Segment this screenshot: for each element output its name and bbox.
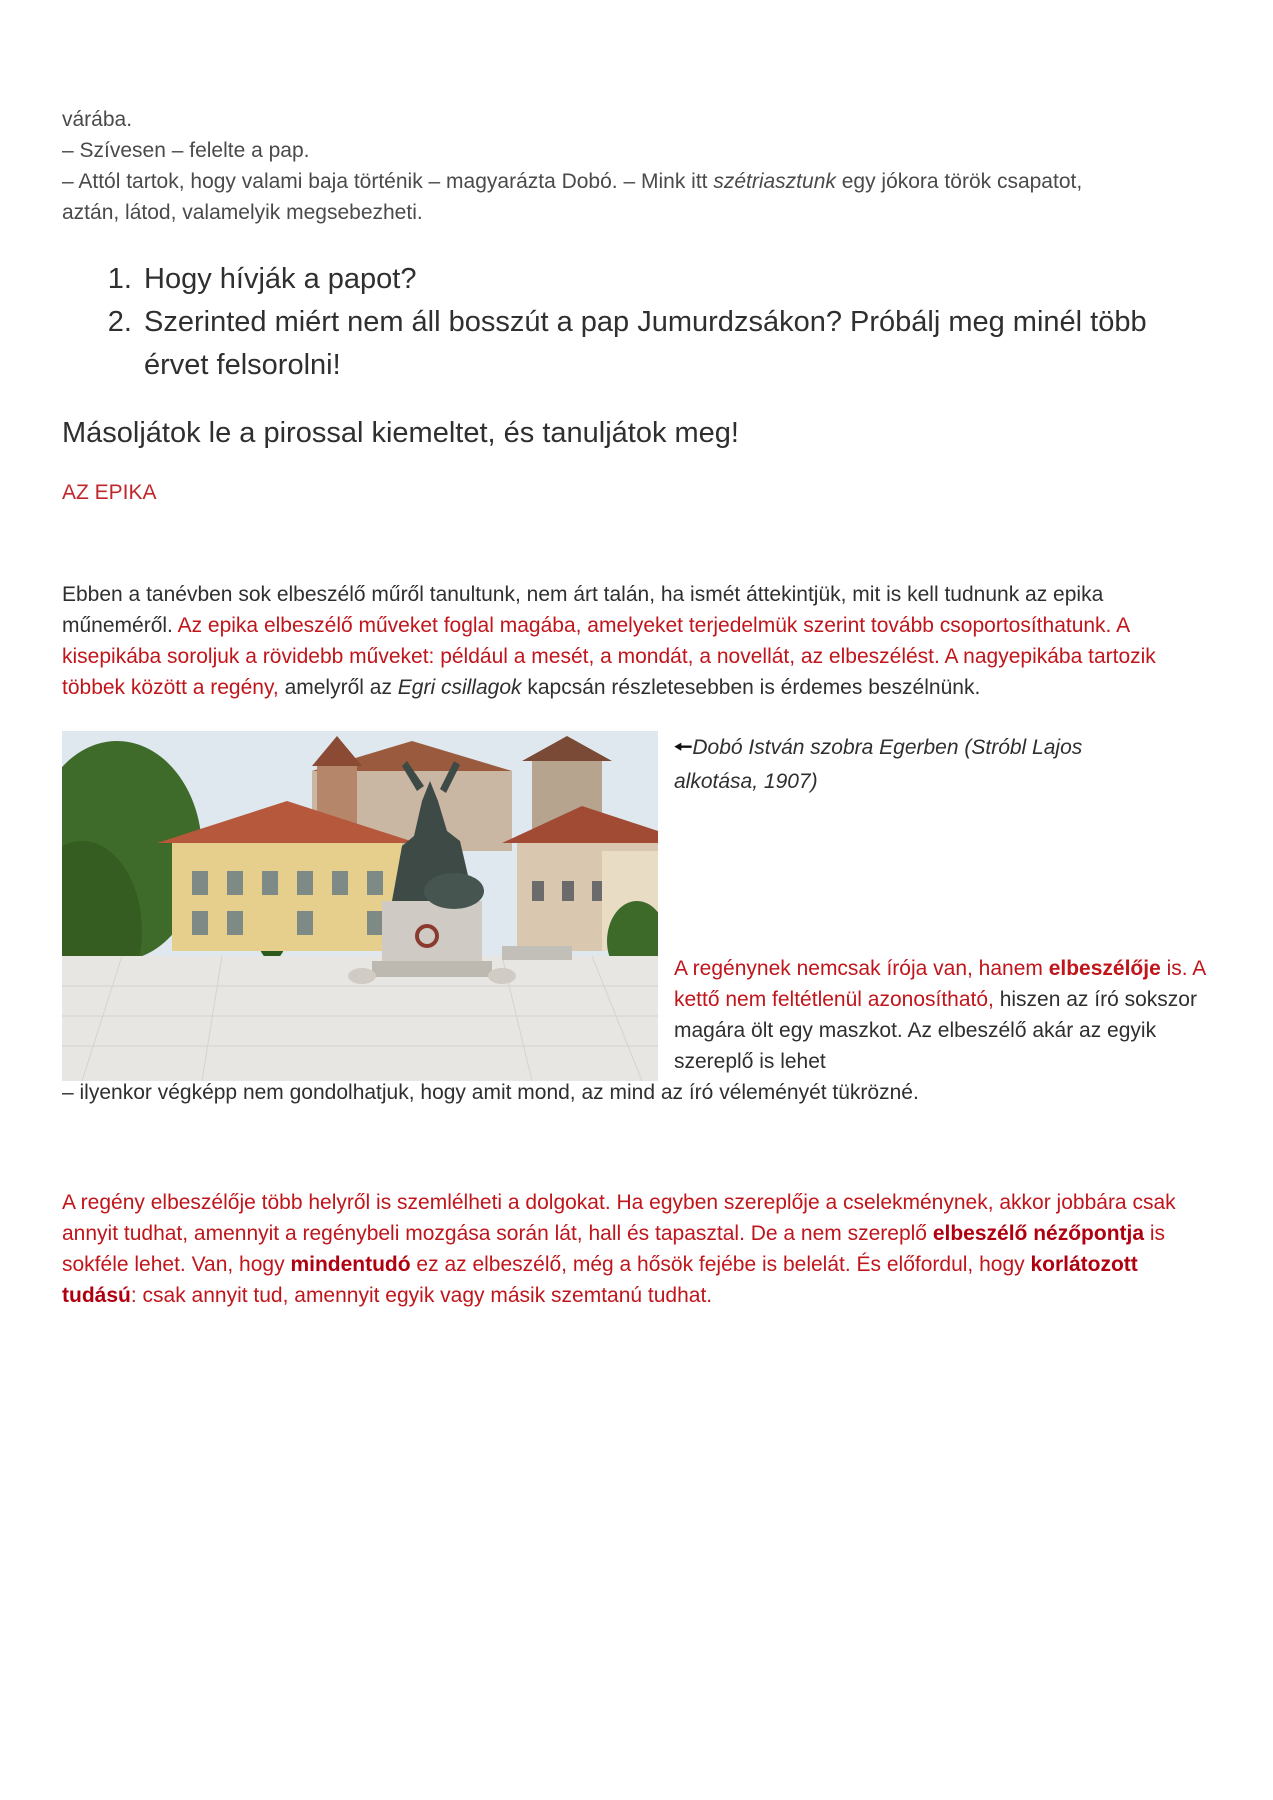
intro-paragraph: Ebben a tanévben sok elbeszélő műről tanultunk, nem árt talán, ha ismét áttekintjük, mit is kell tudnunk az epika műneméről. Az epika elbeszélő műveket foglal magába, amelyeket terjedelmük szerint tovább csoportosíthatunk. A kisepikába soroljuk a rövidebb műveket: például a mesét, a mondát, a novellát, az elbeszélést. A nagyepikába tartozik többek között a regény, amelyről az Egri csillagok kapcsán részletesebben is érdemes beszélnünk.	[62, 583, 1156, 699]
novel-paragraph: A regénynek nemcsak írója van, hanem elbeszélője is. A kettő nem feltétlenül azonosítható, hiszen az író sokszor magára ölt egy maszkot. Az elbeszélő akár az egyik szereplő is lehet	[674, 957, 1206, 1073]
figure-block	[62, 731, 1212, 1151]
instruction-heading: Másoljátok le a pirossal kiemeltet, és tanuljátok meg!	[62, 417, 739, 449]
story-line: – Attól tartok, hogy valami baja történik – magyarázta Dobó. – Mink itt szétriasztunk egy jókora török csapatot,	[62, 170, 1083, 193]
arrow-left-icon: 🠔	[674, 736, 693, 759]
section-title: AZ EPIKA	[62, 481, 157, 504]
narrator-paragraph: A regény elbeszélője több helyről is szemlélheti a dolgokat. Ha egyben szereplője a cselekménynek, akkor jobbára csak annyit tudhat, amennyit a regénybeli mozgása során lát, hall és tapasztal. De a nem szereplő elbeszélő nézőpontja is sokféle lehet. Van, hogy mindentudó ez az elbeszélő, még a hősök fejébe is belelát. És előfordul, hogy korlátozott tudású: csak annyit tud, amennyit egyik vagy másik szemtanú tudhat.	[62, 1191, 1176, 1307]
story-line: várába.	[62, 108, 133, 131]
question-item: 2. Szerinted miért nem áll bosszút a pap Jumurdzsákon? Próbálj meg minél több érvet felsorolni!	[140, 301, 1212, 387]
document-page	[62, 104, 1212, 1311]
question-item: 1. Hogy hívják a papot?	[140, 258, 1212, 301]
novel-paragraph-continued: – ilyenkor végképp nem gondolhatjuk, hogy amit mond, az mind az író véleményét tükrözné.	[62, 1081, 919, 1104]
story-line: – Szívesen – felelte a pap.	[62, 139, 310, 162]
question-list	[62, 258, 1212, 387]
story-line: aztán, látod, valamelyik megsebezheti.	[62, 201, 423, 224]
statue-photo	[62, 731, 658, 1081]
photo-caption: 🠔Dobó István szobra Egerben (Stróbl Lajos alkotása, 1907)	[674, 736, 1083, 793]
story-excerpt	[62, 104, 1212, 228]
